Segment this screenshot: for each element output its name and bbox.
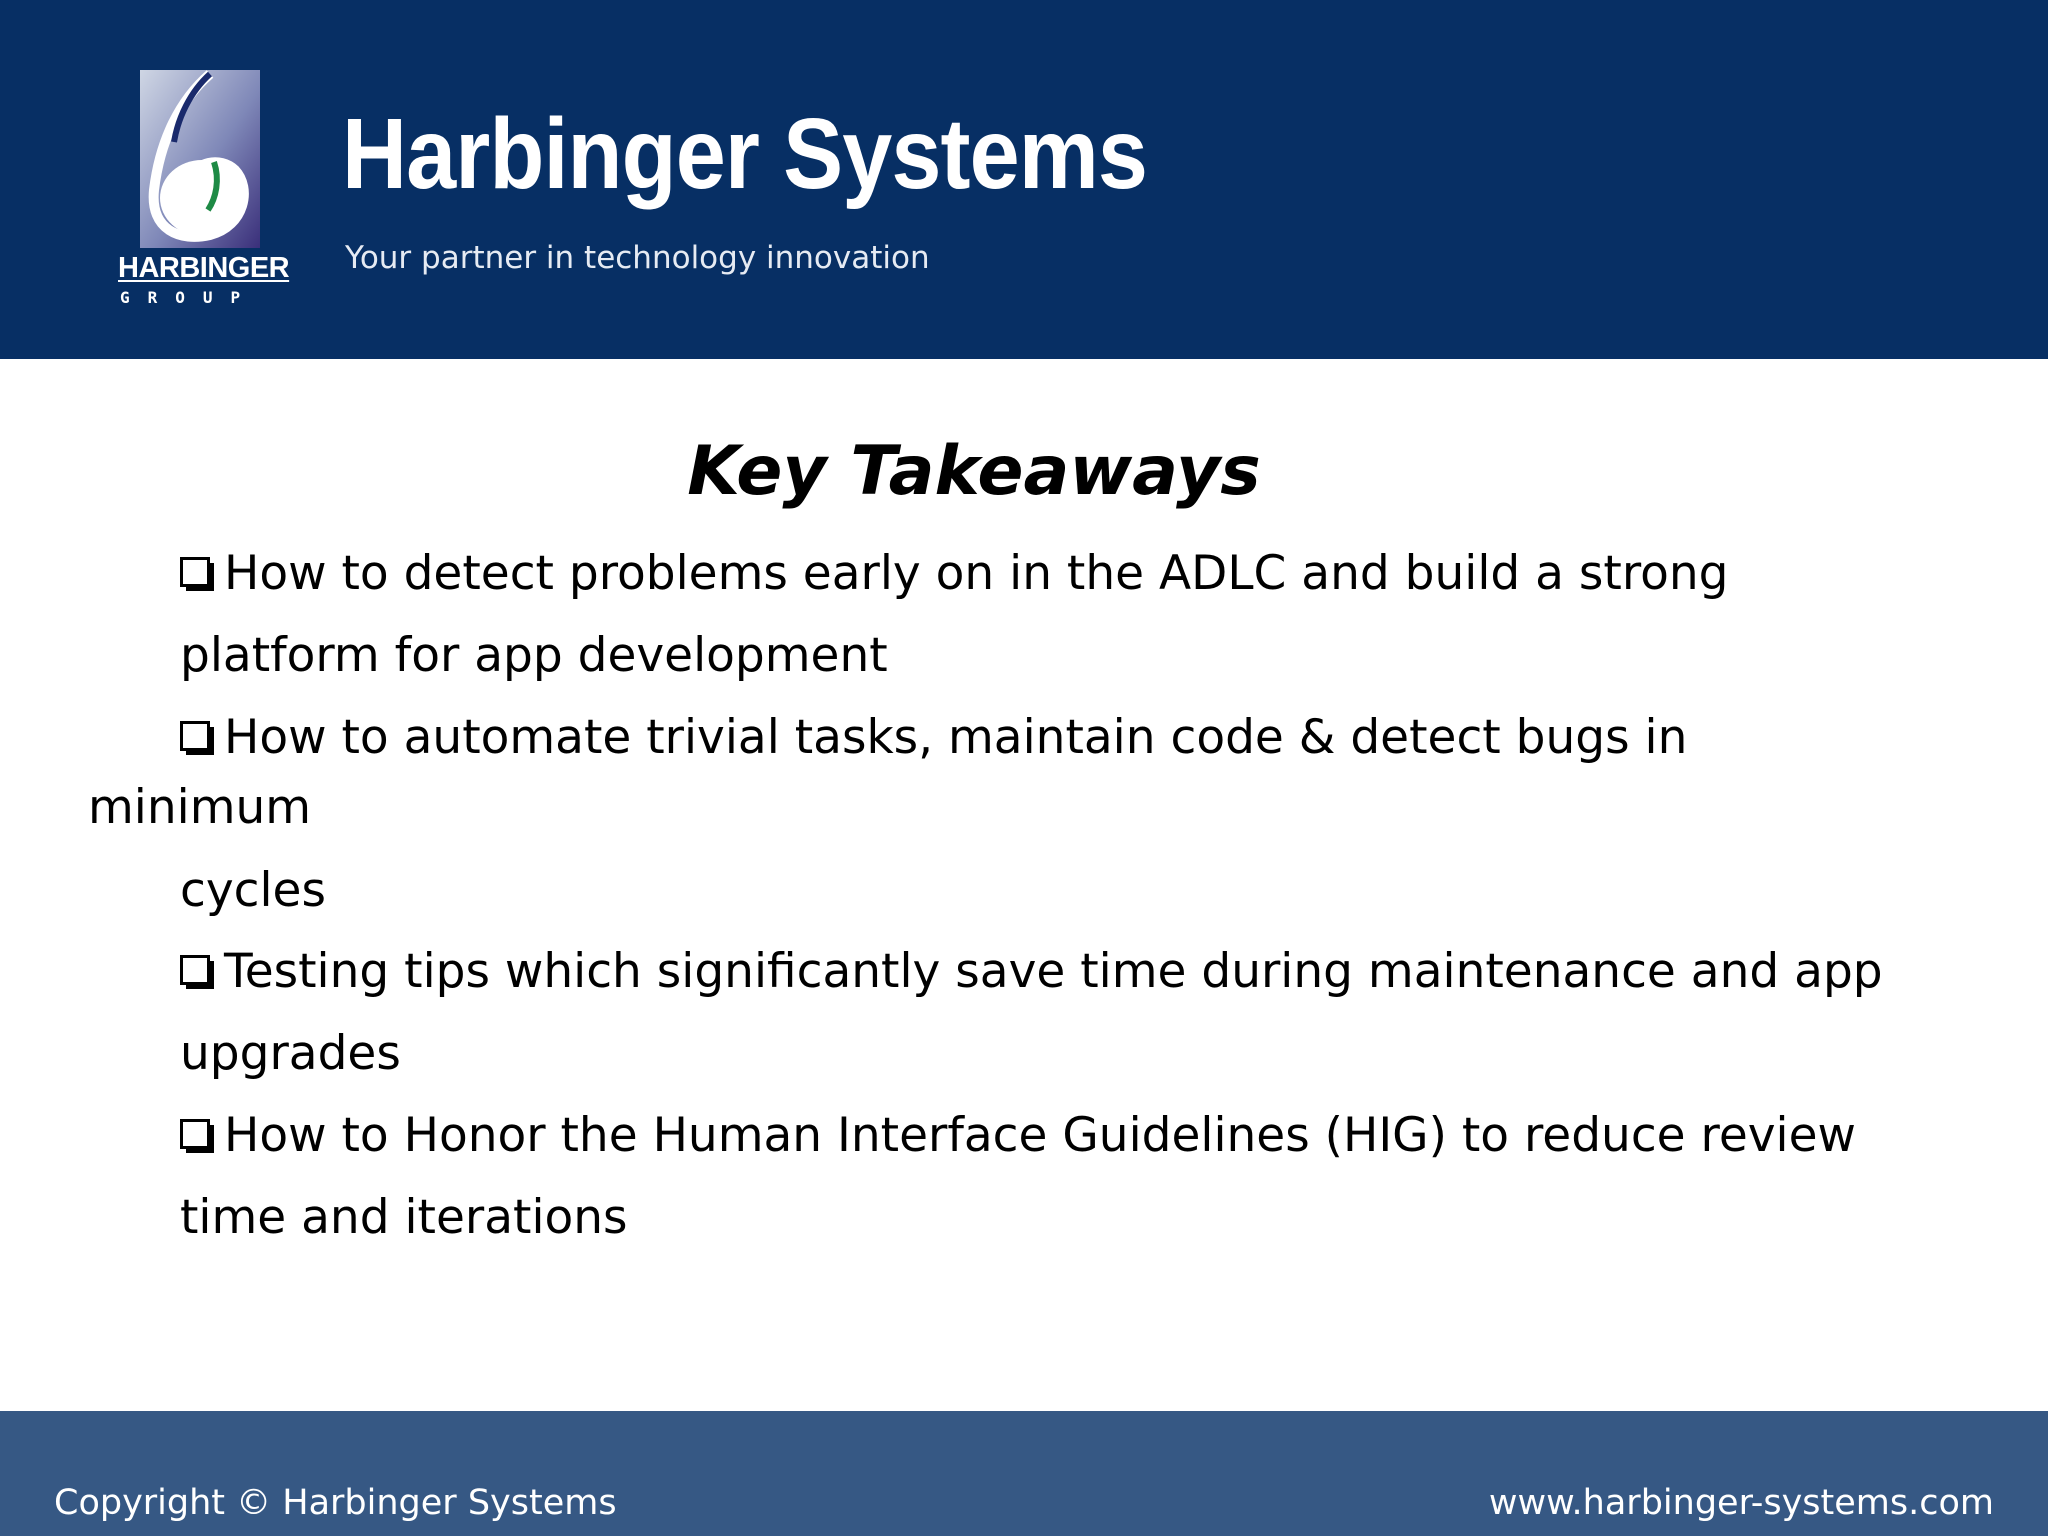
list-item-text: Testing tips which significantly save time during maintenance and app xyxy=(224,944,1883,999)
checkbox-bullet-icon xyxy=(180,557,214,591)
brand-name: Harbinger Systems xyxy=(342,98,1148,210)
checkbox-bullet-icon xyxy=(180,721,214,755)
list-item-continuation: cycles xyxy=(180,863,326,918)
list-item-continuation: upgrades xyxy=(180,1026,401,1081)
list-item xyxy=(180,710,1688,765)
logo-wordmark: HARBINGER xyxy=(118,252,290,284)
checkbox-bullet-icon xyxy=(180,955,214,989)
list-item-text: How to Honor the Human Interface Guidelines (HIG) to reduce review xyxy=(224,1108,1856,1163)
list-item-continuation: minimum xyxy=(88,780,312,835)
list-item xyxy=(180,546,1729,601)
list-item-text: How to detect problems early on in the ADLC and build a strong xyxy=(224,546,1729,601)
logo-group-text: GROUP xyxy=(120,288,259,307)
list-item-text: How to automate trivial tasks, maintain code & detect bugs in xyxy=(224,710,1688,765)
checkbox-bullet-icon xyxy=(180,1119,214,1153)
copyright-text: Copyright © Harbinger Systems xyxy=(54,1483,617,1523)
list-item xyxy=(180,944,1883,999)
website-link[interactable]: www.harbinger-systems.com xyxy=(1488,1483,1994,1523)
slide-title: Key Takeaways xyxy=(687,432,1261,511)
list-item xyxy=(180,1108,1856,1163)
list-item-continuation: time and iterations xyxy=(180,1190,628,1245)
footer-bar xyxy=(0,1411,2048,1536)
list-item-continuation: platform for app development xyxy=(180,628,888,683)
brand-tagline: Your partner in technology innovation xyxy=(345,240,930,276)
